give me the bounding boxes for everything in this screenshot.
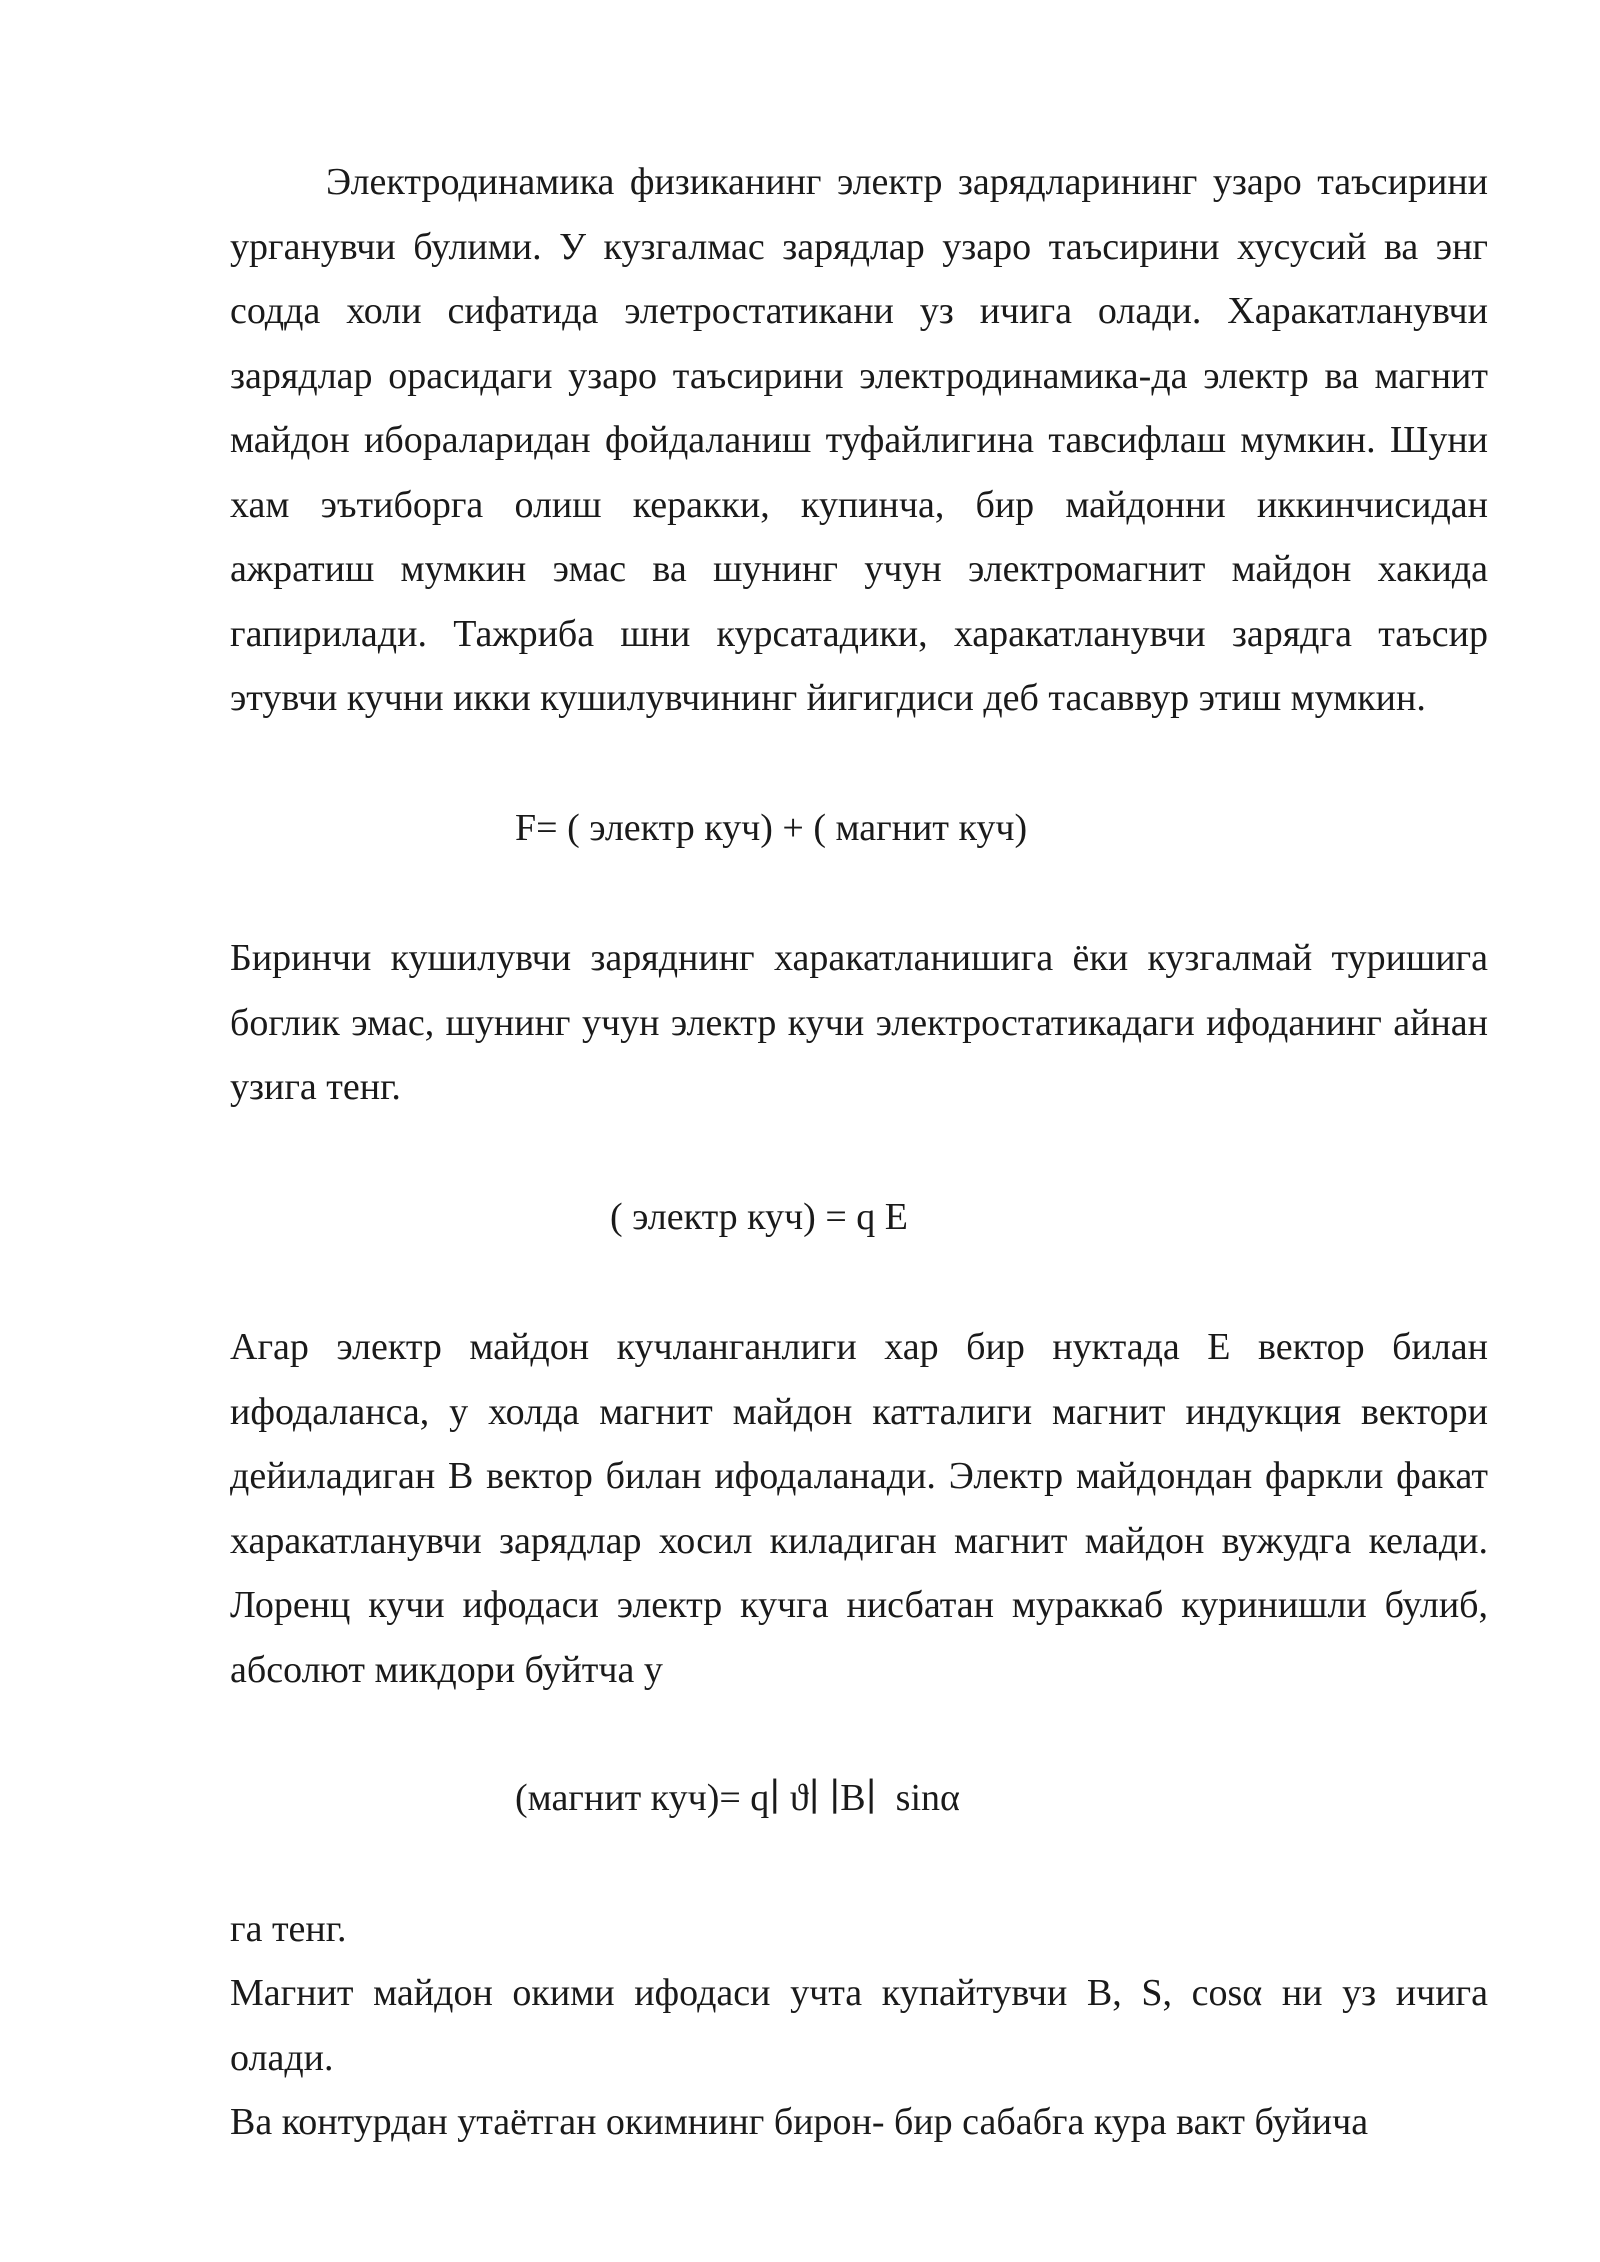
formula-electric-force: ( электр куч) = q E bbox=[610, 1195, 908, 1238]
paragraph-magnetic-flux: Магнит майдон окими ифодаси учта купайтувчи В, S, cosα ни уз ичига олади. bbox=[230, 1972, 1488, 2079]
paragraph-equals-text: га тенг. bbox=[230, 1907, 347, 1950]
formula-total-force: F= ( электр куч) + ( магнит куч) bbox=[515, 806, 1028, 849]
paragraph-electrodynamics-intro: Электродинамика физиканинг электр зарядларининг узаро таъсирини урганувчи булими. У кузгалмас зарядлар узаро таъсирини хусусий ва энг содда холи сифатида элетростатикани уз ичига олади. Харакатланувчи зарядлар орасидаги узаро таъсирини электродинамика-да электр ва магнит майдон ибораларидан фойдаланиш туфайлигина тавсифлаш мумкин. Шуни хам эътиборга олиш керакки, купинча, бир майдонни иккинчисидан ажратиш мумкин эмас ва шунинг учун электромагнит майдон хакида гапирилади. Тажриба шни курсатадики, харакатланувчи зарядга таъсир этувчи кучни икки кушилувчининг йигигдиси деб тасаввур этиш мумкин. bbox=[230, 161, 1488, 719]
formula-magnetic-force: (магнит куч)= q∣ ϑ∣ ∣B∣ sinα bbox=[515, 1777, 960, 1819]
paragraph-flux-change: Ва контурдан утаётган окимнинг бирон- бир сабабга кура вакт буйича bbox=[230, 2101, 1369, 2143]
paragraph-magnetic-field: Агар электр майдон кучланганлиги хар бир нуктада Е вектор билан ифодаланса, у холда магнит майдон катталиги магнит индукция вектори дейиладиган В вектор билан ифодаланади. Электр майдондан фаркли факат харакатланувчи зарядлар хосил киладиган магнит майдон вужудга келади. Лоренц кучи ифодаси электр кучга нисбатан мураккаб куринишли булиб, абсолют микдори буйтча у bbox=[230, 1326, 1488, 1691]
document-page bbox=[230, 150, 1488, 2155]
paragraph-electric-component: Биринчи кушилувчи заряднинг харакатланишига ёки кузгалмай туришига боглик эмас, шунинг учун электр кучи электростатикадаги ифоданинг айнан узига тенг. bbox=[230, 937, 1488, 1108]
